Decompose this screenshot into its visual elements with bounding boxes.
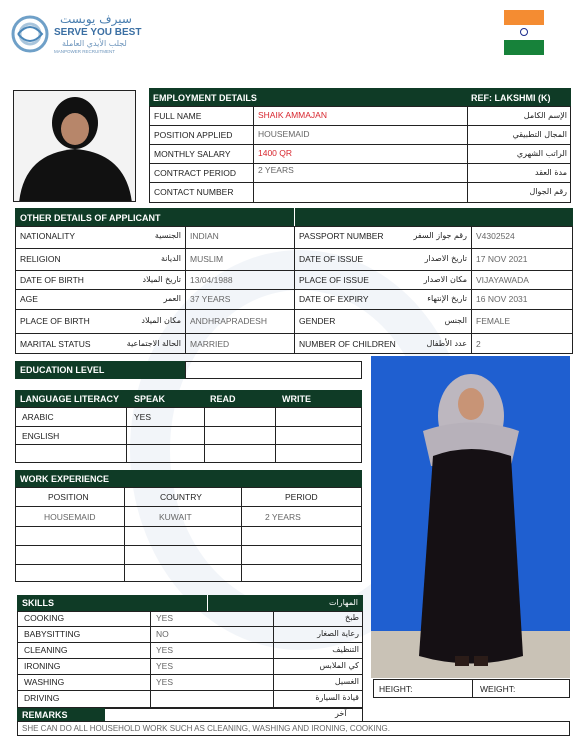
arabic-place-of-issue: مكان الاصدار [423,275,467,284]
value-place-of-issue: VIJAYAWADA [476,275,529,285]
skills-title: SKILLS [22,598,55,608]
value-place-of-birth: ANDHRAPRADESH [190,316,267,326]
label-monthly-salary: MONTHLY SALARY [154,149,231,159]
value-age: 37 YEARS [190,294,231,304]
arabic-passport-number: رقم جواز السفر [413,231,467,240]
value-religion: MUSLIM [190,254,224,264]
work-country-value: KUWAIT [159,512,192,522]
skill-washing-arabic: الغسيل [334,677,359,686]
arabic-date-of-issue: تاريخ الاصدار [424,254,467,263]
arabic-speak-value: YES [134,412,152,422]
value-monthly-salary: 1400 QR [258,148,293,158]
language-english: ENGLISH [22,431,60,441]
arabic-nationality: الجنسية [154,231,181,240]
write-header: WRITE [282,394,311,404]
arabic-position-applied: المجال التطبيقي [512,130,567,139]
label-age: AGE [20,294,38,304]
language-table [15,390,362,463]
portrait-photo [13,90,136,202]
reference-code: REF: LAKSHMI (K) [471,93,551,103]
label-date-of-issue: DATE OF ISSUE [299,254,364,264]
arabic-religion: الديانة [160,254,181,263]
education-value [185,361,362,379]
read-header: READ [210,394,236,404]
label-contract-period: CONTRACT PERIOD [154,168,237,178]
label-marital-status: MARITAL STATUS [20,339,91,349]
work-experience-header [15,470,362,487]
logo-name: SERVE YOU BEST [54,27,142,38]
value-passport-number: V4302524 [476,231,515,241]
skill-cleaning: CLEANING [24,645,68,655]
arabic-monthly-salary: الراتب الشهري [516,149,567,158]
label-place-of-issue: PLACE OF ISSUE [299,275,369,285]
speak-header: SPEAK [134,394,166,404]
arabic-date-of-birth: تاريخ الميلاد [142,275,181,284]
work-position-value: HOUSEMAID [44,512,96,522]
language-arabic: ARABIC [22,412,54,422]
value-number-of-children: 2 [476,339,481,349]
skills-table [17,595,363,708]
employment-details-table [149,88,571,203]
skill-ironing: IRONING [24,661,61,671]
work-experience-table [15,470,362,582]
remarks-title: REMARKS [22,710,68,720]
skill-babysitting-value: NO [156,629,169,639]
work-period-value: 2 YEARS [265,512,301,522]
label-place-of-birth: PLACE OF BIRTH [20,316,90,326]
arabic-age: العمر [163,294,181,303]
label-position-applied: POSITION APPLIED [154,130,233,140]
remarks-section [17,708,570,736]
height-label: HEIGHT: [379,684,413,694]
label-gender: GENDER [299,316,336,326]
value-date-of-birth: 13/04/1988 [190,275,233,285]
arabic-contact-number: رقم الجوال [529,187,567,196]
india-flag-icon [504,10,544,55]
arabic-contract-period: مدة العقد [535,168,567,177]
work-experience-title: WORK EXPERIENCE [20,474,110,484]
position-column-header: POSITION [48,492,89,502]
value-nationality: INDIAN [190,231,219,241]
education-label: EDUCATION LEVEL [15,361,185,379]
other-details-table [15,208,573,354]
logo-emblem-icon [10,14,50,54]
employment-header [149,88,571,106]
language-header: LANGUAGE LITERACY [20,394,119,404]
skill-ironing-value: YES [156,661,174,671]
weight-label: WEIGHT: [480,684,516,694]
label-religion: RELIGION [20,254,61,264]
skill-babysitting-arabic: رعاية الصغار [317,629,359,638]
value-marital-status: MARRIED [190,339,230,349]
remarks-text-box [17,721,570,736]
logo-tagline: MANPOWER RECRUITMENT [54,49,115,54]
skills-title-arabic: المهارات [328,598,358,607]
other-details-title: OTHER DETAILS OF APPLICANT [20,213,161,223]
skill-washing-value: YES [156,677,174,687]
value-gender: FEMALE [476,316,511,326]
height-field [373,679,473,698]
skill-babysitting: BABYSITTING [24,629,81,639]
arabic-gender: الجنس [444,316,467,325]
education-level-row [15,361,362,379]
full-body-photo [371,356,570,678]
skill-cooking-arabic: طبخ [345,613,359,622]
skill-ironing-arabic: كي الملابس [319,661,359,670]
value-contract-period: 2 YEARS [258,165,294,175]
skill-driving: DRIVING [24,693,60,703]
skill-cleaning-arabic: التنظيف [332,645,359,654]
skill-cooking-value: YES [156,613,174,623]
label-number-of-children: NUMBER OF CHILDREN [299,339,396,349]
value-position-applied: HOUSEMAID [258,129,310,139]
period-column-header: PERIOD [285,492,318,502]
label-full-name: FULL NAME [154,111,202,121]
company-logo [10,12,170,57]
label-contact-number: CONTACT NUMBER [154,187,234,197]
skill-driving-arabic: قيادة السيارة [315,693,359,702]
skill-cooking: COOKING [24,613,65,623]
skill-washing: WASHING [24,677,65,687]
other-details-header [15,208,573,226]
remarks-text: SHE CAN DO ALL HOUSEHOLD WORK SUCH AS CLEANING, WASHING AND IRONING, COOKING. [22,724,390,733]
label-nationality: NATIONALITY [20,231,76,241]
arabic-marital-status: الحالة الاجتماعية [126,339,181,348]
remarks-header [17,708,105,721]
logo-arabic-tagline: لجلب الأيدي العاملة [62,39,127,48]
value-date-of-expiry: 16 NOV 2031 [476,294,528,304]
value-date-of-issue: 17 NOV 2021 [476,254,528,264]
country-column-header: COUNTRY [160,492,202,502]
arabic-place-of-birth: مكان الميلاد [141,316,181,325]
label-date-of-expiry: DATE OF EXPIRY [299,294,369,304]
logo-arabic-name: سيرف يوبست [60,12,132,26]
arabic-number-of-children: عدد الأطفال [426,339,467,348]
value-full-name: SHAIK AMMAJAN [258,110,327,120]
skill-cleaning-value: YES [156,645,174,655]
skills-header [17,595,363,611]
weight-field [472,679,570,698]
remarks-arabic: آخر [335,709,347,718]
label-passport-number: PASSPORT NUMBER [299,231,384,241]
arabic-date-of-expiry: تاريخ الإنتهاء [427,294,467,303]
arabic-full-name: الإسم الكامل [523,111,567,120]
employment-title: EMPLOYMENT DETAILS [153,93,257,103]
label-date-of-birth: DATE OF BIRTH [20,275,84,285]
